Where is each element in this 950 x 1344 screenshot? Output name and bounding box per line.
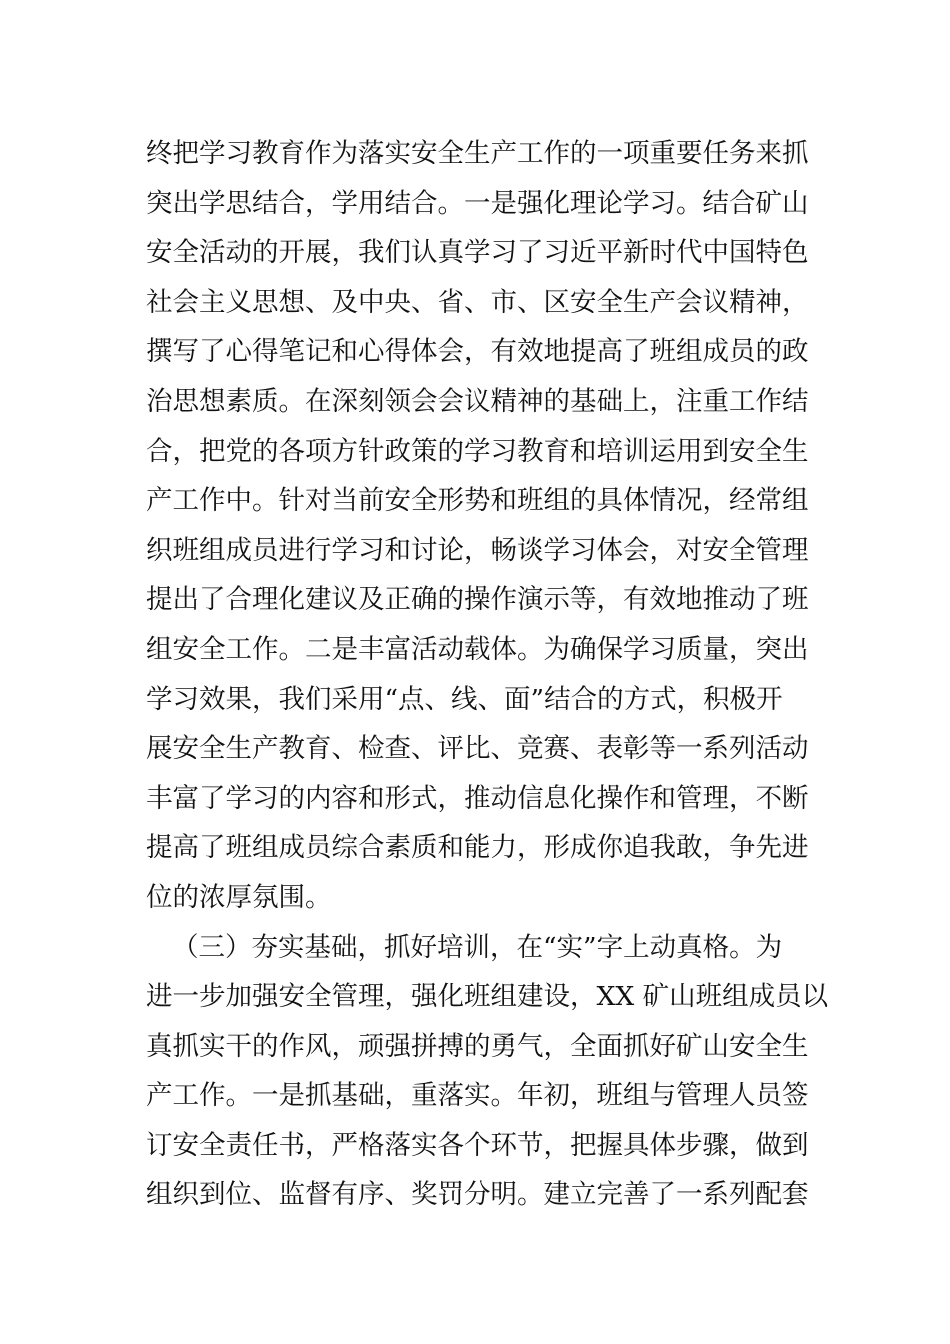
text-line: 学习效果，我们采用“点、线、面”结合的方式，积极开 (146, 683, 783, 715)
text-line: 撰写了心得笔记和心得体会，有效地提高了班组成员的政 (146, 336, 809, 368)
text-line: 产工作中。针对当前安全形势和班组的具体情况，经常组 (146, 485, 809, 517)
text-line: 产工作。一是抓基础，重落实。年初，班组与管理人员签 (146, 1080, 809, 1112)
text-line: 丰富了学习的内容和形式，推动信息化操作和管理，不断 (146, 782, 809, 814)
text-line: 组织到位、监督有序、奖罚分明。建立完善了一系列配套 (146, 1179, 809, 1211)
text-line: 终把学习教育作为落实安全生产工作的一项重要任务来抓 (146, 138, 809, 169)
text-line: 社会主义思想、及中央、省、市、区安全生产会议精神， (146, 286, 809, 318)
body-text (146, 129, 829, 1220)
text-line: 组安全工作。二是丰富活动载体。为确保学习质量，突出 (146, 633, 809, 665)
text-line: 进一步加强安全管理，强化班组建设，XX 矿山班组成员以 (146, 981, 829, 1013)
text-line: 安全活动的开展，我们认真学习了习近平新时代中国特色 (146, 237, 809, 269)
text-line: 合，把党的各项方针政策的学习教育和培训运用到安全生 (146, 435, 809, 467)
text-line: 提出了合理化建议及正确的操作演示等，有效地推动了班 (146, 584, 809, 616)
text-line: 展安全生产教育、检查、评比、竞赛、表彰等一系列活动 (146, 733, 809, 765)
text-line: 提高了班组成员综合素质和能力，形成你追我敢，争先进 (146, 832, 809, 864)
text-line: 位的浓厚氛围。 (146, 881, 332, 913)
text-line: 织班组成员进行学习和讨论，畅谈学习体会，对安全管理 (146, 534, 809, 566)
section-heading-line: （三）夯实基础，抓好培训，在“实”字上动真格。为 (172, 931, 783, 963)
text-line: 订安全责任书，严格落实各个环节，把握具体步骤，做到 (146, 1129, 809, 1161)
text-line: 突出学思结合，学用结合。一是强化理论学习。结合矿山 (146, 187, 809, 219)
text-line: 治思想素质。在深刻领会会议精神的基础上，注重工作结 (146, 385, 809, 417)
text-line: 真抓实干的作风，顽强拼搏的勇气，全面抓好矿山安全生 (146, 1030, 809, 1062)
